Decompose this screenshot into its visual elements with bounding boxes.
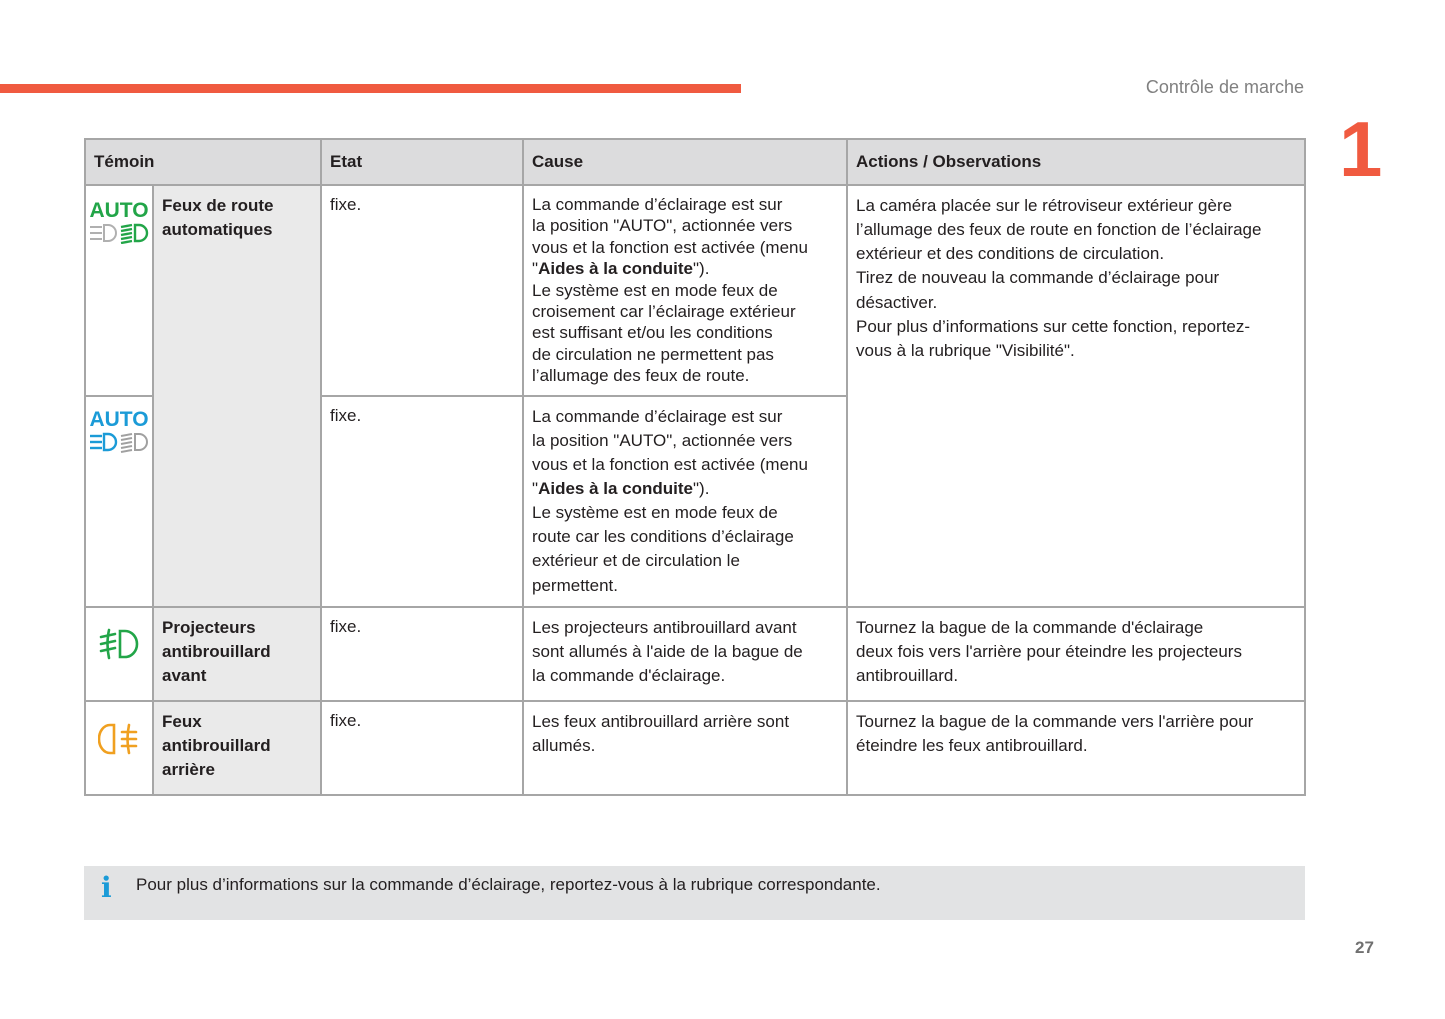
table-row [85,607,1305,701]
etat-cell: fixe. [321,396,523,607]
cause-cell: La commande d’éclairage est sur la position "AUTO", actionnée vers vous et la fonction est activée (menu "Aides à la conduite"). Le système est en mode feux de croisement car l’éclairage extérieur est suffisant et/ou les conditions de circulation ne permettent pas l’allumage des feux de route. [523,185,847,396]
headlight-beams-icon [88,431,150,453]
icon-cell [85,185,153,396]
menu-reference: Aides à la conduite [538,259,693,279]
table-row [85,701,1305,795]
cause-cell: Les projecteurs antibrouillard avant sont allumés à l'aide de la bague de la commande d'éclairage. [523,607,847,701]
info-icon: i [101,871,112,904]
column-header-temoin: Témoin [85,139,321,185]
auto-high-beam-green-icon: AUTO [86,186,152,244]
page-number: 27 [1355,938,1374,957]
info-note [84,866,1305,920]
actions-cell: Tournez la bague de la commande vers l'arrière pour éteindre les feux antibrouillard. [847,701,1305,795]
indicator-name-auto-high-beam: Feux de route automatiques [153,185,321,607]
menu-reference: Aides à la conduite [538,479,693,499]
rear-fog-light-icon [98,722,140,756]
etat-cell: fixe. [321,701,523,795]
header-accent-bar [0,84,741,93]
column-header-etat: Etat [321,139,523,185]
front-fog-light-icon [98,628,140,660]
section-title: Contrôle de marche [1145,77,1304,97]
column-header-actions: Actions / Observations [847,139,1305,185]
table-header-row [85,139,1305,185]
actions-cell: La caméra placée sur le rétroviseur extérieur gère l’allumage des feux de route en fonction de l’éclairage extérieur et des conditions de circulation. Tirez de nouveau la commande d’éclairage pour désactiver. Pour plus d’informations sur cette fonction, reportez- vous à la rubrique "Visibilité". [847,185,1305,607]
icon-cell [85,607,153,701]
indicator-name-front-fog: Projecteurs antibrouillard avant [153,607,321,701]
chapter-number: 1 [1339,105,1383,193]
auto-low-beam-blue-icon: AUTO [86,397,152,453]
cause-cell: Les feux antibrouillard arrière sont allumés. [523,701,847,795]
headlight-beams-icon [88,222,150,244]
etat-cell: fixe. [321,185,523,396]
column-header-cause: Cause [523,139,847,185]
table-row [85,185,1305,396]
etat-cell: fixe. [321,607,523,701]
indicator-name-rear-fog: Feux antibrouillard arrière [153,701,321,795]
icon-cell [85,701,153,795]
warning-lights-table [84,138,1306,796]
actions-cell: Tournez la bague de la commande d'éclairage deux fois vers l'arrière pour éteindre les projecteurs antibrouillard. [847,607,1305,701]
icon-cell [85,396,153,607]
cause-cell: La commande d’éclairage est sur la position "AUTO", actionnée vers vous et la fonction est activée (menu "Aides à la conduite"). Le système est en mode feux de route car les conditions d’éclairage extérieur et de circulation le permettent. [523,396,847,607]
info-note-text: Pour plus d’informations sur la commande d’éclairage, reportez-vous à la rubrique correspondante. [136,875,881,894]
